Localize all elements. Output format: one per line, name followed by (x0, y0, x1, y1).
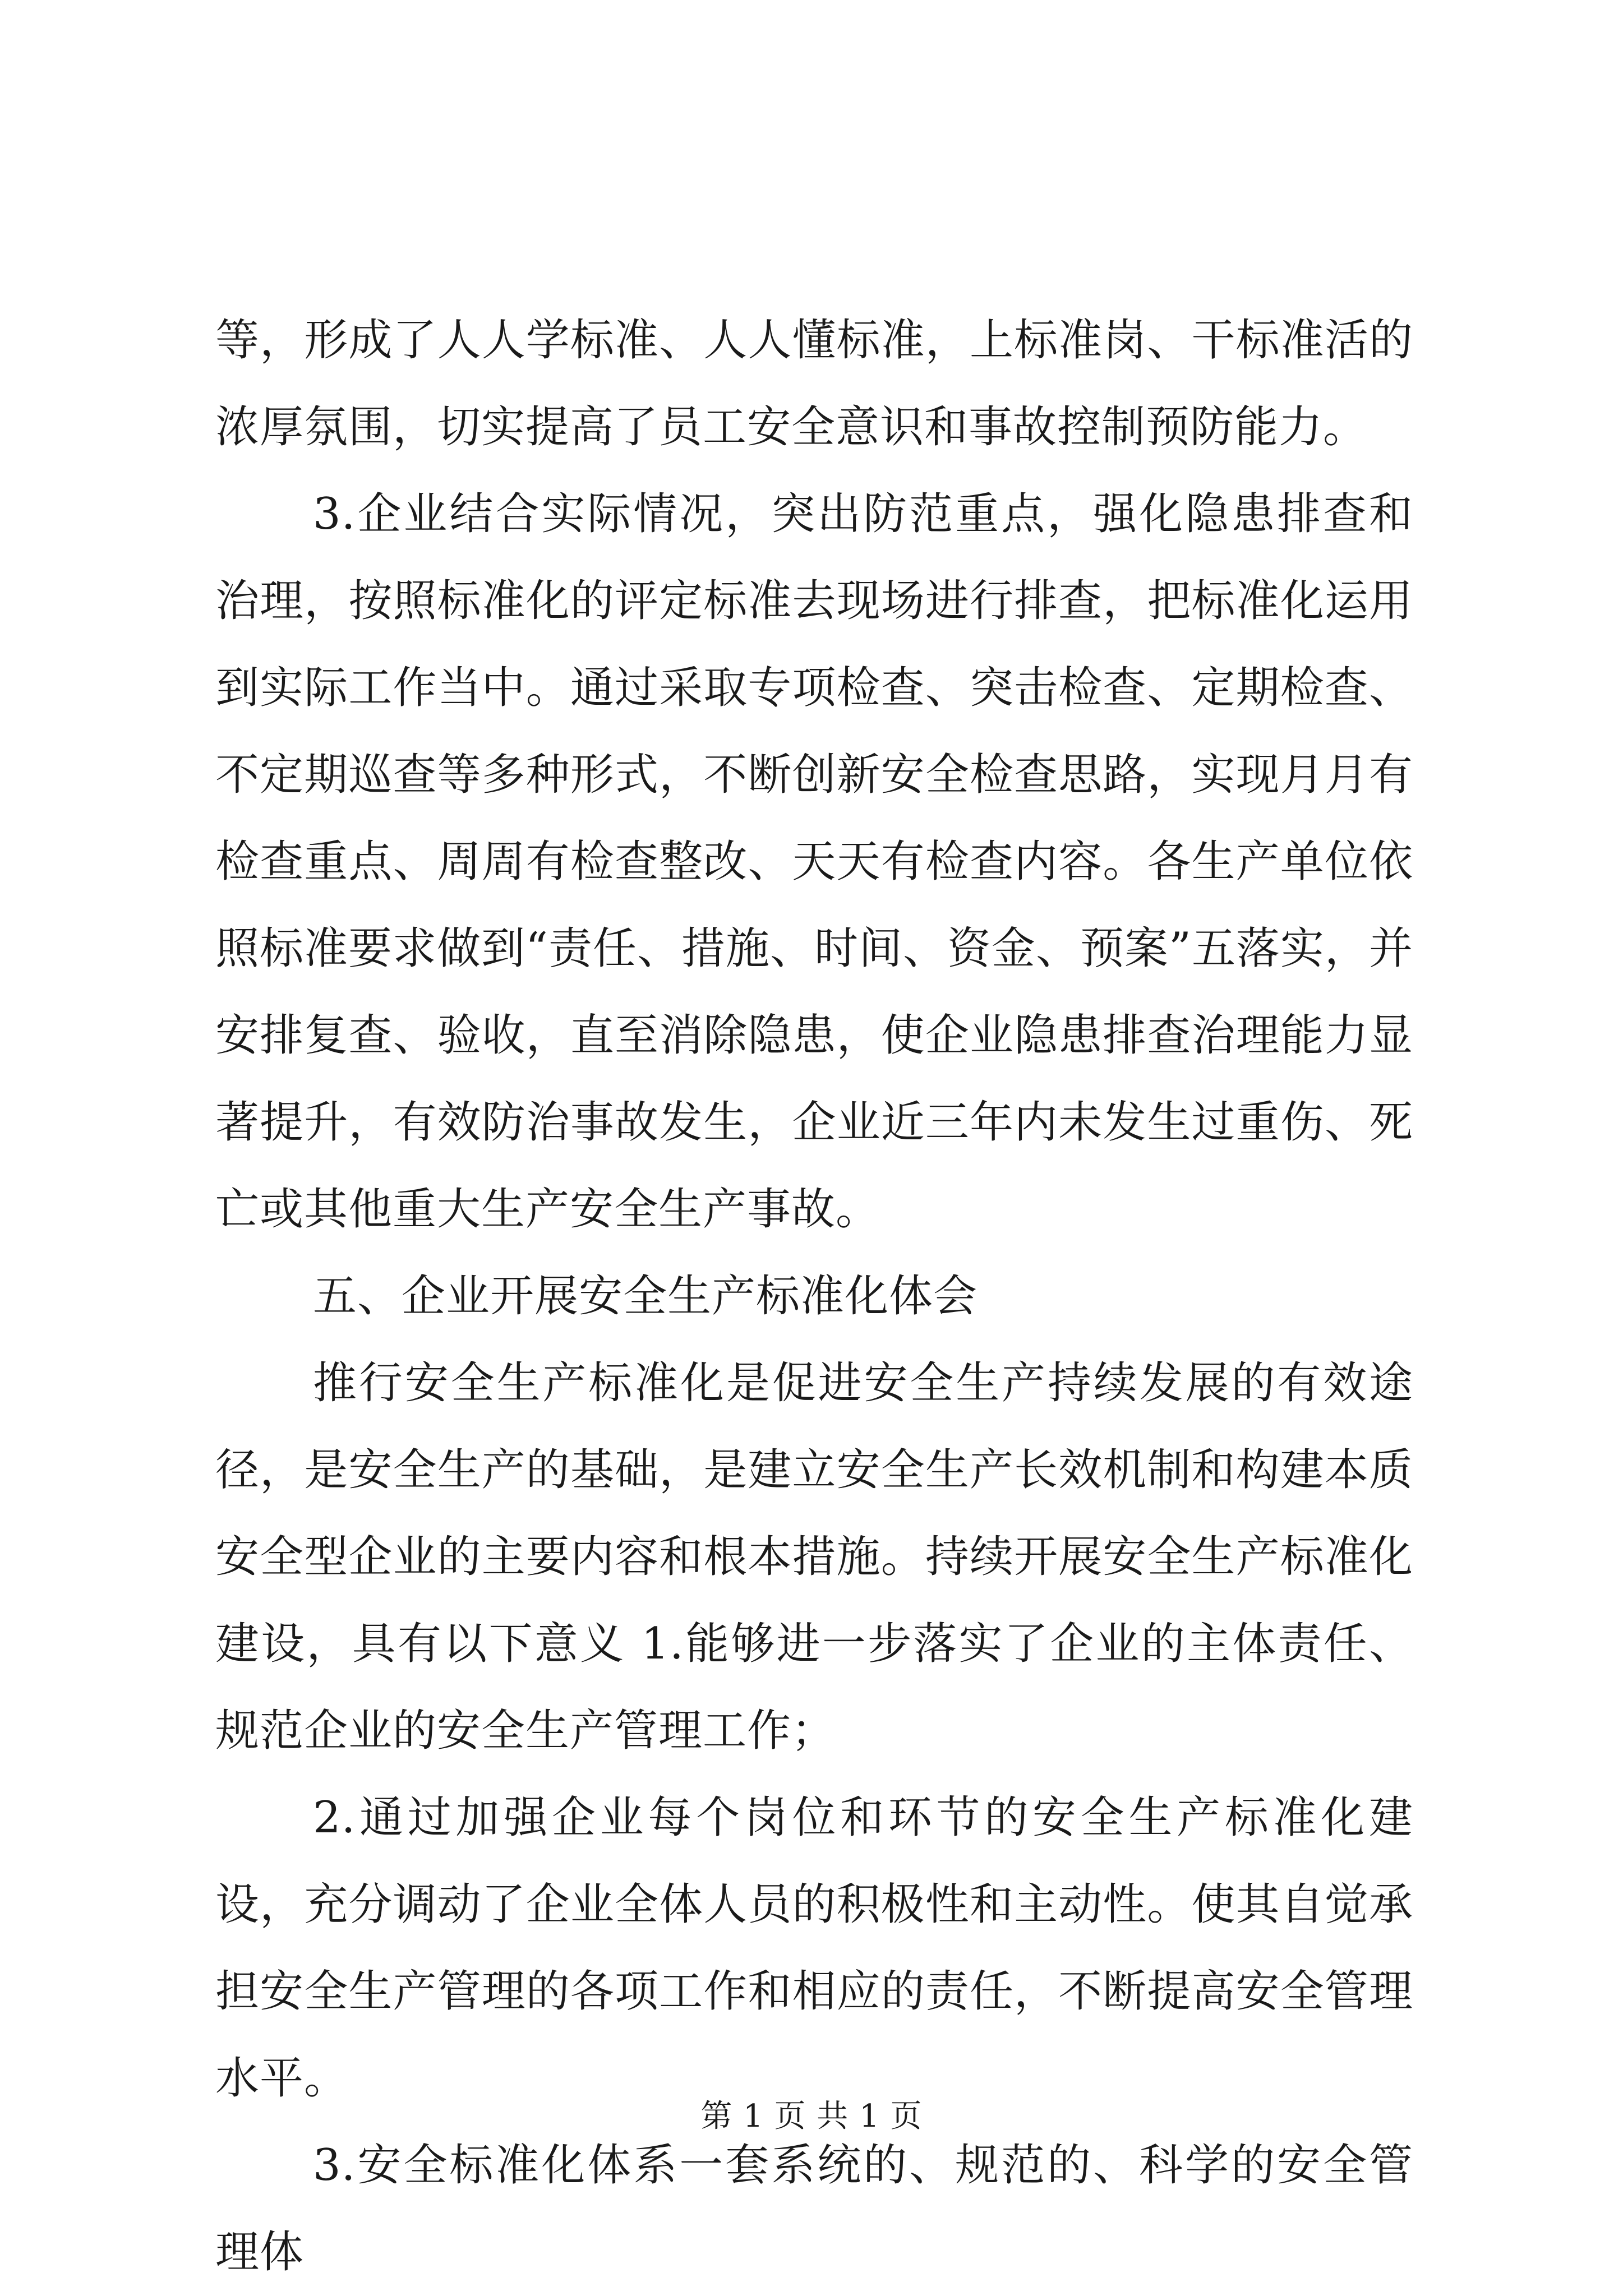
paragraph-post-standardization: 2.通过加强企业每个岗位和环节的安全生产标准化建设，充分调动了企业全体人员的积极性和主动性。使其自觉承担安全生产管理的各项工作和相应的责任，不断提高安全管理水平。 (215, 1793, 1413, 2104)
paragraph-hazard-inspection: 3.企业结合实际情况，突出防范重点，强化隐患排查和治理，按照标准化的评定标准去现场进行排查，把标准化运用到实际工作当中。通过采取专项检查、突击检查、定期检查、不定期巡查等多种形式，不断创新安全检查思路，实现月月有检查重点、周周有检查整改、天天有检查内容。各生产单位依照标准要求做到“责任、措施、时间、资金、预案”五落实，并安排复查、验收，直至消除隐患，使企业隐患排查治理能力显著提升，有效防治事故发生，企业近三年内未发生过重伤、死亡或其他重大生产安全生产事故。 (215, 489, 1413, 1235)
page-footer: 第 1 页 共 1 页 (700, 2098, 923, 2135)
paragraph-significance: 推行安全生产标准化是促进安全生产持续发展的有效途径，是安全生产的基础，是建立安全生产长效机制和构建本质安全型企业的主要内容和根本措施。持续开展安全生产标准化建设，具有以下意义 1.能够进一步落实了企业的主体责任、规范企业的安全生产管理工作； (215, 1358, 1413, 1756)
document-body (215, 297, 1413, 2296)
paragraph-continuation: 等，形成了人人学标准、人人懂标准，上标准岗、干标准活的浓厚氛围，切实提高了员工安全意识和事故控制预防能力。 (215, 315, 1413, 452)
section-heading: 五、企业开展安全生产标准化体会 (313, 1271, 978, 1322)
paragraph-management-system: 3.安全标准化体系一套系统的、规范的、科学的安全管理体 (215, 2140, 1413, 2277)
